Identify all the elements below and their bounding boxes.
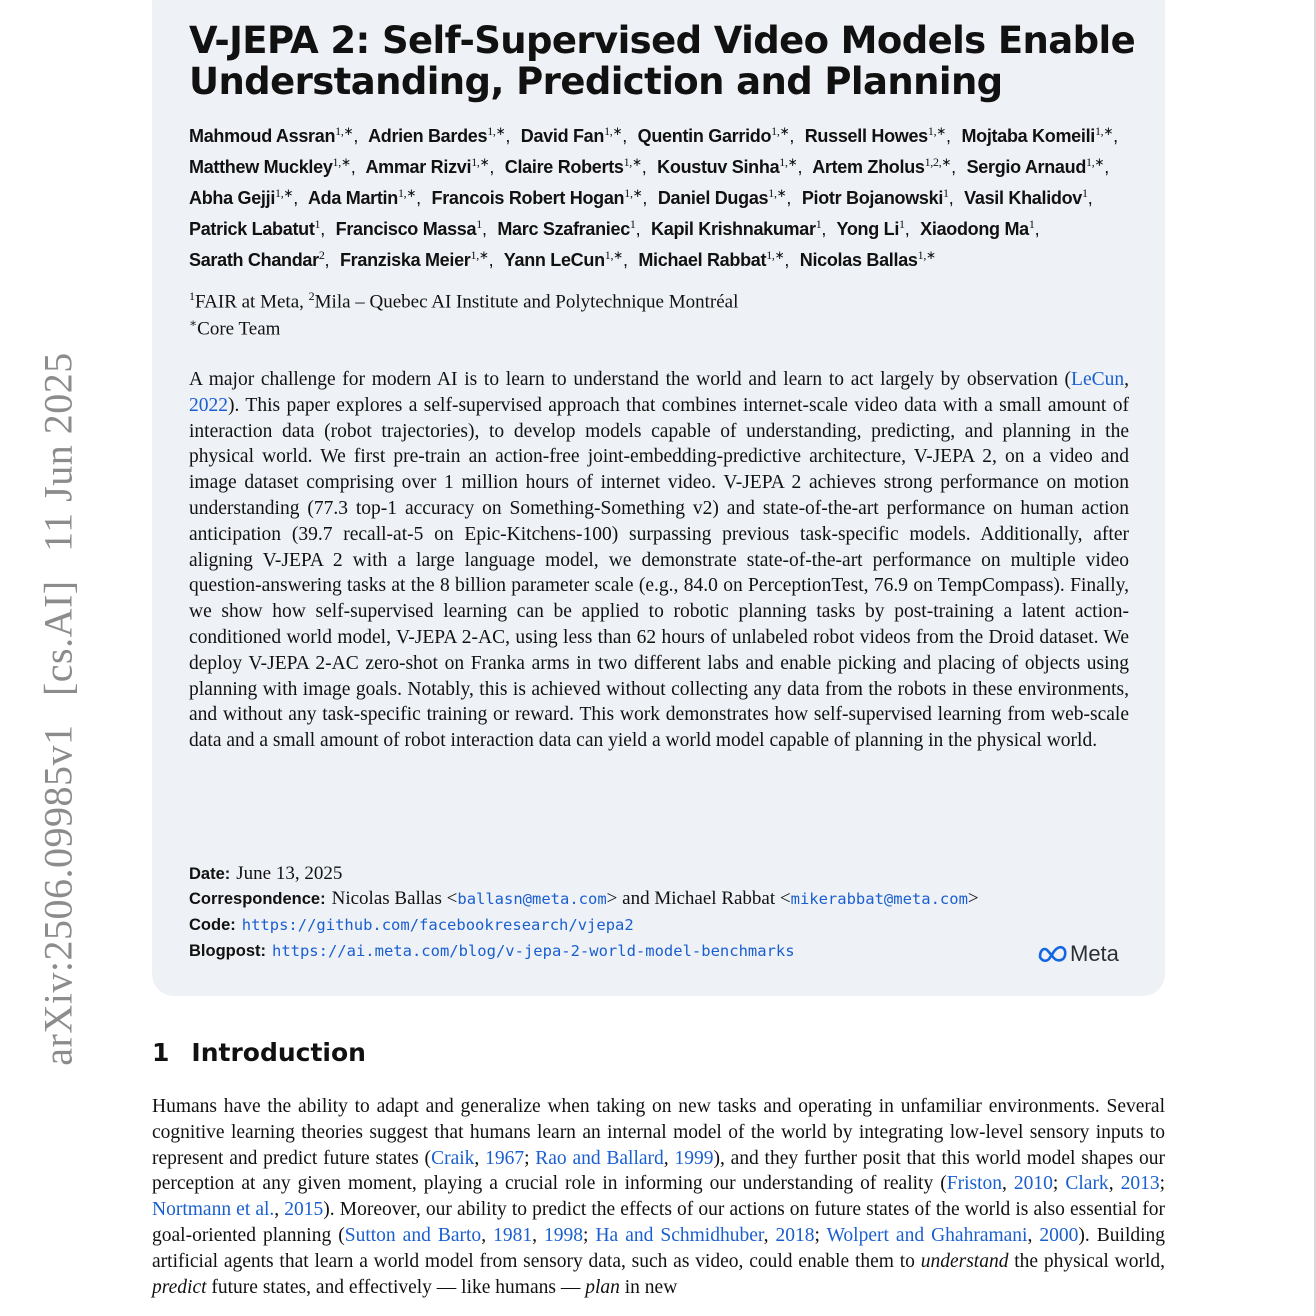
author-label: Abha Gejji (189, 188, 276, 208)
sep: , (274, 1199, 285, 1221)
citation-rao-year[interactable]: 1999 (674, 1147, 714, 1169)
author-affiliation-sup: 1,∗ (470, 248, 489, 262)
code-row (189, 912, 634, 938)
author-name (812, 157, 962, 177)
citation-wolpert-year[interactable]: 2000 (1039, 1224, 1079, 1246)
sep: ; (814, 1224, 827, 1246)
sep: , (474, 1147, 486, 1169)
author-separator: , (1087, 188, 1093, 208)
author-separator: , (946, 126, 951, 146)
email-rabbat-link[interactable]: mikerabbat@meta.com (790, 890, 968, 908)
author-separator: , (821, 219, 827, 239)
title-line-1: V-JEPA 2: Self-Supervised Video Models Enable (189, 19, 1136, 62)
abstract-text-2: ). This paper explores a self-supervised approach that combines internet-scale video data with a small amount of interaction data (robot trajectories), to develop models capable of understanding, predicting, and planning in the physical world. We first pre-train an action-free joint-embedding-predictive architecture, V-JEPA 2, on a video and image dataset comprising over 1 million hours of internet video. V-JEPA 2 achieves strong performance on motion understanding (77.3 top-1 accuracy on Something-Something v2) and state-of-the-art performance on human action anticipation (39.7 recall-at-5 on Epic-Kitchens-100) surpassing previous task-specific models. Additionally, after aligning V-JEPA 2 with a large language model, we demonstrate state-of-the-art performance on multiple video question-answering tasks at the 8 billion parameter scale (e.g., 84.0 on PerceptionTest, 76.9 on TempCompass). Finally, we show how self-supervised learning can be applied to robotic planning tasks by post-training a latent action-conditioned world model, V-JEPA 2-AC, using less than 62 hours of unlabeled robot videos from the Droid dataset. We deploy V-JEPA 2-AC zero-shot on Franka arms in two different labs and enable picking and placing of objects using planning with image goals. Notably, this is achieved without collecting any data from the robots in these environments, and without any task-specific training or reward. This work demonstrates how self-supervised learning from web-scale data and a small amount of robot interaction data can yield a world model capable of planning in the physical world. (189, 394, 1129, 752)
citation-lecun-name[interactable]: LeCun (1071, 369, 1125, 390)
citation-craik[interactable]: Craik (431, 1147, 475, 1169)
section-heading-introduction (152, 1038, 366, 1067)
author-affiliation-sup: 1,∗ (779, 155, 798, 169)
author-name (189, 126, 364, 146)
author-separator: , (948, 188, 954, 208)
author-separator: , (641, 157, 647, 177)
intro-text-7: in new (619, 1276, 678, 1298)
citation-sutton-barto[interactable]: Sutton and Barto (344, 1224, 482, 1246)
author-name (505, 157, 653, 177)
author-affiliation-sup: 1,∗ (927, 124, 947, 138)
author-label: Russell Howes (804, 126, 928, 146)
intro-text-6: future states, and effectively — like humans — (206, 1276, 586, 1298)
section-number: 1 (152, 1038, 170, 1067)
citation-rao-ballard[interactable]: Rao and Ballard (535, 1147, 664, 1169)
affil-sup-1: 1 (189, 289, 195, 303)
author-affiliation-sup: 2 (318, 248, 325, 262)
author-name (368, 126, 516, 146)
author-label: Mojtaba Komeili (961, 126, 1095, 146)
author-label: Adrien Bardes (368, 126, 488, 146)
author-affiliation-sup: 1,∗ (487, 124, 506, 138)
sep: , (532, 1224, 544, 1246)
author-name (805, 126, 957, 146)
author-affiliation-sup: 1,∗ (604, 124, 623, 138)
author-name (365, 157, 500, 177)
author-label: Ammar Rizvi (365, 157, 472, 177)
author-label: Xiaodong Ma (920, 219, 1029, 239)
arxiv-id: arXiv:2506.09985v1 (35, 724, 81, 1066)
author-label: Michael Rabbat (638, 250, 767, 270)
author-affiliation-sup: 1,∗ (471, 155, 490, 169)
author-affiliation-sup: 1 (943, 186, 949, 200)
sep: , (1108, 1173, 1121, 1195)
author-name (189, 250, 335, 270)
author-separator: , (904, 219, 910, 239)
author-label: Patrick Labatut (189, 219, 315, 239)
sep: , (1027, 1224, 1040, 1246)
code-url-link[interactable]: https://github.com/facebookresearch/vjepa2 (241, 916, 634, 934)
core-text: Core Team (197, 318, 281, 340)
meta-infinity-icon (1038, 945, 1068, 963)
author-separator: , (797, 157, 803, 177)
corr-name-1: Nicolas Ballas < (331, 888, 458, 909)
corr-mid: > and Michael Rabbat < (606, 888, 791, 909)
author-list (189, 118, 1139, 273)
author-name (802, 188, 960, 208)
correspondence-label: Correspondence: (189, 890, 326, 908)
author-name (521, 126, 633, 146)
citation-sep: , (1124, 369, 1129, 390)
author-name (189, 157, 361, 177)
code-label: Code: (189, 916, 236, 934)
author-affiliation-sup: 1,∗ (275, 186, 294, 200)
author-label: Yann LeCun (503, 250, 605, 270)
intro-text-3: ). Moreover, our ability to predict the effects of our actions on future states of the world is also essential for goal-oriented planning ( (152, 1199, 1165, 1246)
citation-ha-schmidhuber[interactable]: Ha and Schmidhuber (595, 1224, 764, 1246)
citation-friston[interactable]: Friston (946, 1173, 1002, 1195)
author-label: Sarath Chandar (189, 250, 319, 270)
affil-sup-2: 2 (308, 289, 315, 303)
author-label: Matthew Muckley (189, 157, 333, 177)
author-label: Mahmoud Assran (189, 126, 336, 146)
author-separator: , (642, 188, 648, 208)
blogpost-label: Blogpost: (189, 942, 266, 960)
author-affiliation-sup: 1 (314, 217, 321, 231)
citation-clark-year[interactable]: 2013 (1120, 1173, 1160, 1195)
intro-text-4: ). Building artificial agents that learn a world model from sensory data, such as video, could enable them to (152, 1224, 1166, 1272)
author-name (657, 157, 808, 177)
section-title: Introduction (191, 1038, 366, 1067)
citation-craik-year[interactable]: 1967 (485, 1147, 525, 1169)
citation-friston-year[interactable]: 2010 (1013, 1173, 1053, 1195)
author-label: Sergio Arnaud (966, 157, 1087, 177)
author-label: Piotr Bojanowski (801, 188, 944, 208)
author-affiliation-sup: 1,∗ (1086, 155, 1105, 169)
author-label: Francois Robert Hogan (431, 188, 625, 208)
arxiv-date: 11 Jun 2025 (35, 352, 81, 552)
sep: ; (1159, 1173, 1166, 1195)
title-line-2: Understanding, Prediction and Planning (189, 60, 1003, 103)
author-label: Francisco Massa (335, 219, 477, 239)
abstract (189, 367, 1129, 754)
author-separator: , (1034, 219, 1040, 239)
corr-end: > (967, 888, 979, 909)
author-name (658, 188, 797, 208)
author-label: Ada Martin (307, 188, 398, 208)
citation-nortmann-year[interactable]: 2015 (284, 1199, 324, 1221)
citation-nortmann[interactable]: Nortmann et al. (152, 1199, 275, 1221)
author-separator: , (635, 219, 641, 239)
author-separator: , (481, 219, 487, 239)
author-separator: , (951, 157, 956, 177)
author-separator: , (1104, 157, 1109, 177)
email-ballas-link[interactable]: ballasn@meta.com (457, 890, 607, 908)
sep: , (663, 1147, 675, 1169)
author-affiliation-sup: 1 (476, 217, 482, 231)
author-affiliation-sup: 1,∗ (335, 124, 354, 138)
author-separator: , (789, 126, 795, 146)
author-affiliation-sup: 1,∗ (917, 248, 936, 262)
author-name (638, 250, 795, 270)
author-affiliation-sup: 1 (1028, 217, 1035, 231)
author-affiliation-sup: 1,∗ (624, 186, 643, 200)
intro-text-5: the physical world, (1008, 1250, 1165, 1272)
date-label: Date: (189, 865, 231, 883)
author-label: David Fan (520, 126, 605, 146)
author-label: Yong Li (836, 219, 900, 239)
author-label: Nicolas Ballas (799, 250, 918, 270)
author-name (308, 188, 427, 208)
author-separator: , (293, 188, 298, 208)
correspondence-row (189, 886, 979, 912)
citation-wolpert-ghahramani[interactable]: Wolpert and Ghahramani (826, 1224, 1028, 1246)
author-affiliation-sup: 1,∗ (771, 124, 790, 138)
date-value: June 13, 2025 (236, 863, 343, 884)
author-name (638, 126, 800, 146)
author-affiliation-sup: 1,∗ (397, 186, 417, 200)
blogpost-url-link[interactable]: https://ai.meta.com/blog/v-jepa-2-world-model-benchmarks (271, 942, 795, 960)
author-name (800, 250, 936, 270)
author-affiliation-sup: 1,∗ (768, 186, 787, 200)
author-affiliation-sup: 1,∗ (766, 248, 785, 262)
author-affiliation-sup: 1 (815, 217, 822, 231)
sep: ; (1052, 1173, 1066, 1195)
author-separator: , (622, 126, 627, 146)
author-name (836, 219, 915, 239)
author-label: Claire Roberts (504, 157, 624, 177)
author-separator: , (1113, 126, 1118, 146)
author-name (651, 219, 832, 239)
blogpost-row (189, 938, 795, 964)
meta-wordmark: Meta (1070, 941, 1119, 966)
author-separator: , (350, 157, 356, 177)
date-row (189, 861, 342, 887)
author-affiliation-sup: 1,∗ (332, 155, 351, 169)
author-name (964, 188, 1098, 208)
sep: ; (524, 1147, 536, 1169)
emphasis-predict: predict (152, 1276, 207, 1298)
sep: ; (583, 1224, 596, 1246)
author-affiliation-sup: 1 (899, 217, 905, 231)
author-separator: , (622, 250, 628, 270)
author-label: Artem Zholus (812, 157, 925, 177)
author-label: Marc Szafraniec (497, 219, 630, 239)
sep: , (763, 1224, 776, 1246)
author-affiliation-sup: 1 (1082, 186, 1088, 200)
introduction-paragraph (152, 1094, 1165, 1300)
affil-1: FAIR at Meta, (195, 291, 309, 313)
arxiv-stamp (35, 334, 82, 1065)
author-affiliation-sup: 1,2,∗ (924, 155, 952, 169)
author-label: Daniel Dugas (657, 188, 769, 208)
citation-sutton-year-2[interactable]: 1998 (544, 1224, 583, 1246)
author-name (504, 250, 634, 270)
emphasis-plan: plan (585, 1276, 620, 1298)
author-affiliation-sup: 1,∗ (623, 155, 642, 169)
author-affiliation-sup: 1,∗ (604, 248, 623, 262)
abstract-text-1: A major challenge for modern AI is to learn to understand the world and learn to act largely by observation ( (189, 369, 1072, 390)
core-team-note (189, 310, 1139, 342)
author-separator: , (320, 219, 325, 239)
author-affiliation-sup: 1,∗ (1094, 124, 1114, 138)
author-label: Kapil Krishnakumar (651, 219, 816, 239)
author-label: Vasil Khalidov (964, 188, 1083, 208)
author-affiliation-sup: 1 (629, 217, 636, 231)
intro-text-1: Humans have the ability to adapt and generalize when taking on new tasks and operating in unfamiliar environments. Several cognitive learning theories suggest that humans learn an internal model of the world by integrating low-level sensory inputs to represent and predict future states ( (152, 1096, 1165, 1169)
author-name (432, 188, 654, 208)
author-name (961, 126, 1123, 146)
author-label: Franziska Meier (339, 250, 471, 270)
author-separator: , (784, 250, 790, 270)
author-name (189, 188, 304, 208)
author-separator: , (353, 126, 359, 146)
citation-clark[interactable]: Clark (1065, 1173, 1109, 1195)
arxiv-category: [cs.AI] (35, 580, 81, 697)
author-separator: , (416, 188, 421, 208)
emphasis-understand: understand (920, 1250, 1009, 1272)
author-name (497, 219, 646, 239)
citation-sutton-year-1[interactable]: 1981 (493, 1224, 533, 1246)
author-name (340, 250, 499, 270)
author-separator: , (786, 188, 792, 208)
author-name (967, 157, 1115, 177)
author-name (336, 219, 493, 239)
affil-2: Mila – Quebec AI Institute and Polytechnique Montréal (314, 291, 739, 313)
author-separator: , (324, 250, 330, 270)
intro-text-2: ), and they further posit that this world model shapes our perception at any given moment, playing a crucial role in informing our understanding of reality ( (152, 1147, 1166, 1195)
author-separator: , (489, 157, 495, 177)
author-separator: , (488, 250, 494, 270)
meta-logo (1038, 940, 1119, 968)
citation-lecun-year[interactable]: 2022 (189, 394, 228, 416)
author-label: Koustuv Sinha (657, 157, 780, 177)
author-name (920, 219, 1045, 239)
sep: , (481, 1224, 494, 1246)
author-label: Quentin Garrido (637, 126, 772, 146)
paper-title (189, 20, 1149, 102)
core-sup: ∗ (189, 316, 198, 330)
sep: , (1002, 1173, 1014, 1195)
author-separator: , (505, 126, 511, 146)
author-name (189, 219, 331, 239)
citation-ha-year[interactable]: 2018 (775, 1224, 815, 1246)
